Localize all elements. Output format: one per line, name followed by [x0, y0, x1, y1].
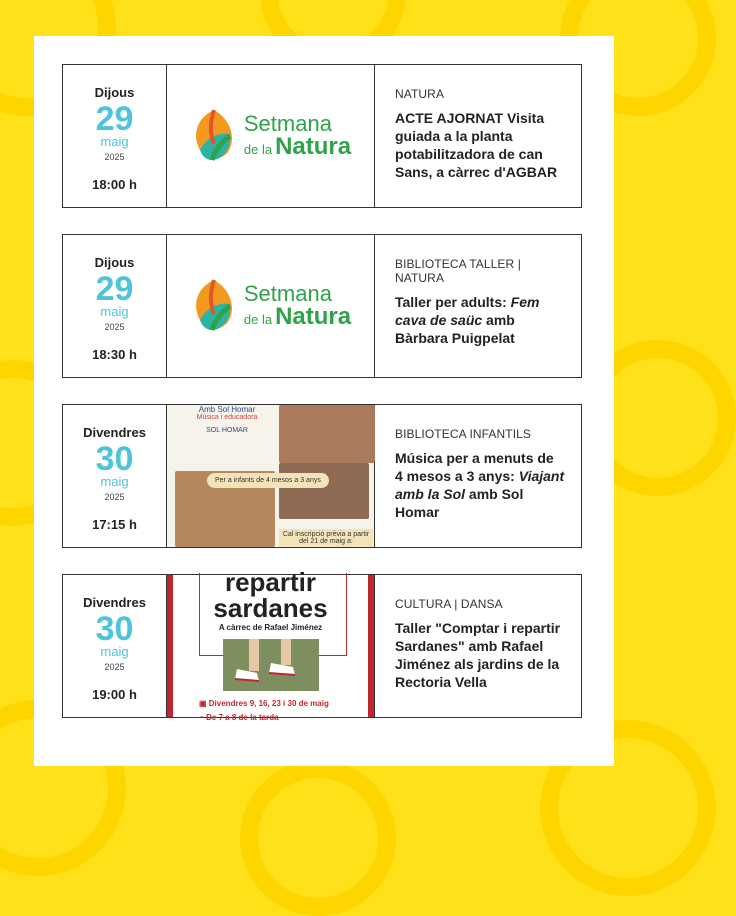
event-month: maig: [100, 134, 129, 149]
event-image: [167, 405, 375, 547]
event-weekday: Dijous: [94, 85, 135, 100]
event-category: CULTURA | DANSA: [395, 597, 503, 611]
event-weekday: Dijous: [94, 255, 135, 270]
event-card-4[interactable]: [62, 567, 582, 722]
event-info: [375, 65, 581, 207]
event-month: maig: [100, 304, 129, 319]
setmana-natura-logo: [190, 278, 351, 334]
logo-setmana: Setmana: [243, 281, 332, 306]
event-image: [167, 65, 375, 207]
poster-time-text: De 7 a 8 de la tarda: [206, 713, 279, 722]
event-year: 2025: [104, 322, 125, 332]
event-year: 2025: [104, 152, 125, 162]
event-card-3[interactable]: [62, 404, 582, 548]
poster-byline: A càrrec de Rafael Jiménez: [218, 623, 323, 632]
event-info: [375, 235, 581, 377]
title-post: amb Bàrbara Puigpelat: [395, 312, 515, 346]
event-time: 17:15 h: [92, 517, 137, 532]
event-category: BIBLIOTECA INFANTILS: [395, 427, 532, 441]
poster-date-text: Divendres 9, 16, 23 i 30 de maig: [208, 699, 329, 708]
leaf-icon: [190, 278, 238, 334]
poster-detail-line-2: ◔ De 7 a 8 de la tarda: [199, 713, 279, 722]
poster-header-title: Amb Sol Homar: [198, 405, 256, 414]
event-day: 30: [95, 610, 134, 648]
title-post: amb Sol Homar: [395, 486, 524, 520]
poster-title-line-2: sardanes: [213, 593, 328, 623]
event-category: BIBLIOTECA TALLER | NATURA: [395, 257, 521, 285]
dancing-feet-icon: [223, 639, 319, 691]
title-em: Fem cava de saüc: [395, 294, 540, 328]
event-date: [63, 575, 167, 717]
poster-subtitle: Música i educadora: [196, 414, 258, 421]
logo-natura: Natura: [275, 303, 352, 330]
event-weekday: Divendres: [83, 425, 146, 440]
poster-photo: [223, 639, 319, 691]
event-month: maig: [100, 474, 129, 489]
event-image: [167, 567, 375, 722]
setmana-natura-logo: [190, 108, 351, 164]
event-time: 18:00 h: [92, 177, 137, 192]
music-poster: [167, 405, 374, 547]
poster-header: [177, 405, 277, 434]
event-title[interactable]: Taller "Comptar i repartir Sardanes" amb Rafael Jiménez als jardins de la Rectoria Vella: [395, 620, 561, 690]
event-card-1[interactable]: [62, 64, 582, 208]
poster-note: Cal inscripció prèvia a partir del 21 de maig a:: [279, 529, 373, 547]
event-day: 30: [95, 440, 134, 478]
event-date: [63, 65, 167, 207]
poster-bubble: Per a infants de 4 mesos a 3 anys: [207, 473, 329, 488]
event-time: 19:00 h: [92, 687, 137, 702]
event-day: 29: [95, 270, 134, 308]
poster-title: [173, 569, 368, 621]
event-date: [63, 235, 167, 377]
logo-dela: de la: [243, 312, 273, 327]
event-time: 18:30 h: [92, 347, 137, 362]
poster-title-line-1: repartir: [224, 567, 317, 597]
event-year: 2025: [104, 662, 125, 672]
poster-detail-line-1: ▣ Divendres 9, 16, 23 i 30 de maig: [199, 699, 329, 708]
agenda-panel: [34, 36, 614, 766]
event-year: 2025: [104, 492, 125, 502]
title-pre: Taller per adults:: [395, 294, 511, 310]
event-title[interactable]: ACTE AJORNAT Visita guiada a la planta potabilitzadora de can Sans, a càrrec d'AGBAR: [395, 110, 558, 180]
poster-photo: [279, 463, 369, 519]
title-pre: Música per a menuts de 4 mesos a 3 anys:: [395, 450, 554, 484]
dance-poster: [167, 567, 374, 722]
event-info: [375, 405, 581, 547]
leaf-icon: [190, 108, 238, 164]
event-title[interactable]: [395, 293, 565, 347]
event-card-2[interactable]: [62, 234, 582, 378]
event-weekday: Divendres: [83, 595, 146, 610]
poster-details: [199, 697, 329, 725]
event-info: [375, 575, 581, 717]
event-date: [63, 405, 167, 547]
logo-natura: Natura: [275, 133, 352, 160]
logo-setmana: Setmana: [243, 111, 332, 136]
event-day: 29: [95, 100, 134, 138]
event-title[interactable]: [395, 449, 565, 521]
title-em: Viajant amb la Sol: [395, 468, 565, 502]
logo-dela: de la: [243, 142, 273, 157]
poster-photo: [279, 405, 375, 463]
event-month: maig: [100, 644, 129, 659]
event-category: NATURA: [395, 87, 445, 101]
poster-logo: SOL HOMAR: [206, 427, 248, 434]
event-image: [167, 235, 375, 377]
